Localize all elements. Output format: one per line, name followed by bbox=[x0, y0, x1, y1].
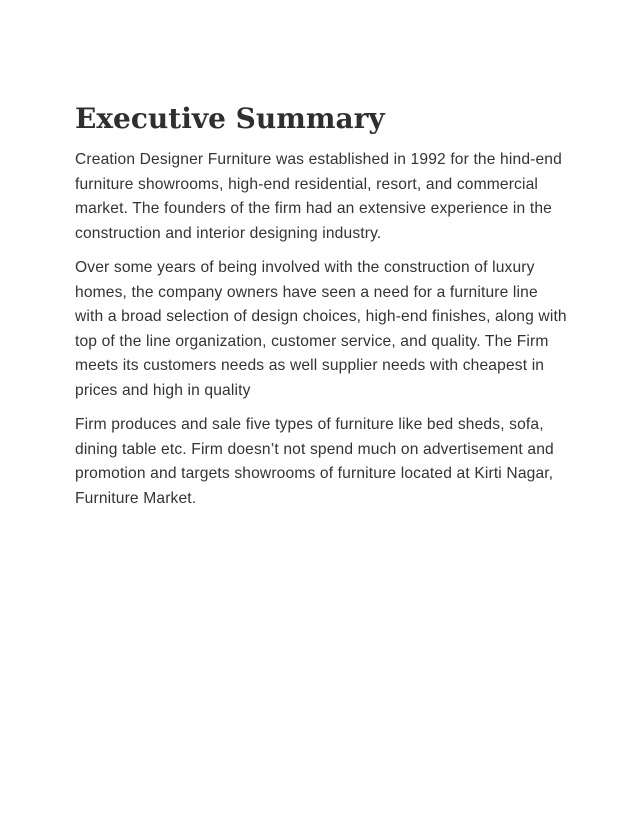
paragraph-company-background: Creation Designer Furniture was established in 1992 for the hind-end furniture showrooms, high-end residential, resort, and commercial market. The founders of the firm had an extensive experience in the construction and interior designing industry. bbox=[75, 151, 562, 242]
paragraph-products-and-targets: Firm produces and sale five types of furniture like bed sheds, sofa, dining table etc. Firm doesn’t not spend much on advertisement and promotion and targets showrooms of furniture located at Kirti Nagar, Furniture Market. bbox=[75, 416, 554, 507]
paragraph-market-need: Over some years of being involved with the construction of luxury homes, the company owners have seen a need for a furniture line with a broad selection of design choices, high-end finishes, along with top of the line organization, customer service, and quality. The Firm meets its customers needs as well supplier needs with cheapest in prices and high in quality bbox=[75, 259, 567, 399]
document-page bbox=[75, 100, 570, 521]
page-title: Executive Summary bbox=[75, 102, 385, 135]
